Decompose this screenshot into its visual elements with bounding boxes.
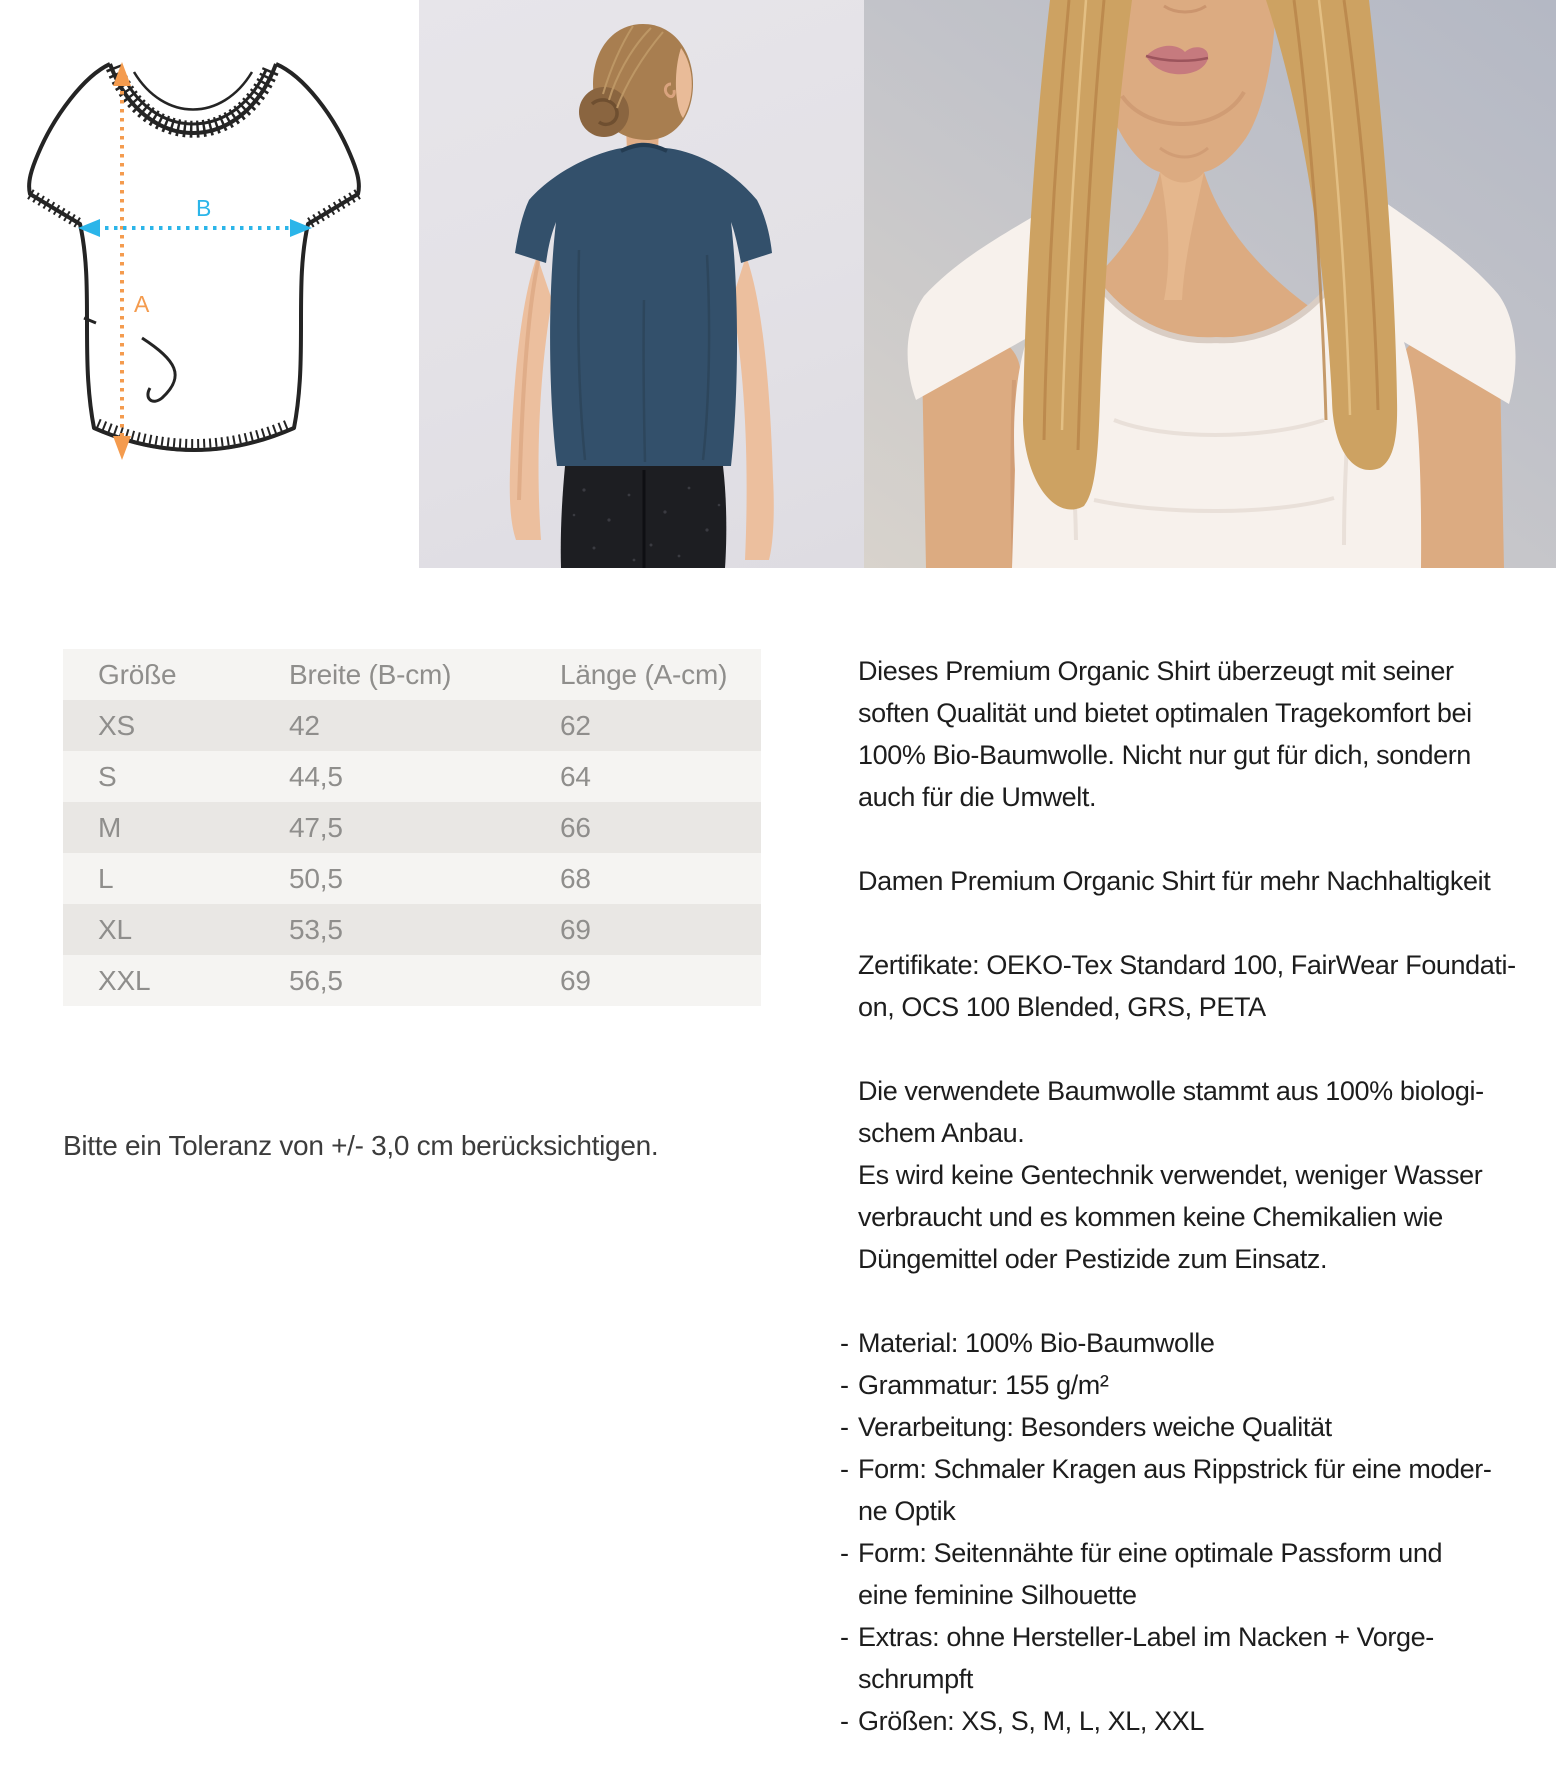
list-item: - Größen: XS, S, M, L, XL, XXL <box>840 1706 1204 1736</box>
model-front-illustration <box>864 0 1556 568</box>
width-label: B <box>196 195 212 221</box>
product-description <box>840 650 1556 1742</box>
length-label: A <box>134 291 150 317</box>
size-diagram-illustration <box>14 36 376 470</box>
col-header-width: Breite (B-cm) <box>289 659 452 690</box>
size-table-header-row <box>63 649 761 700</box>
list-item: - Extras: ohne Hersteller-Label im Nacken + Vorge- schrumpft <box>840 1622 1434 1694</box>
table-row: XXL 56,5 69 <box>63 955 761 1006</box>
tee-outline <box>29 64 359 450</box>
table-row: XS 42 62 <box>63 700 761 751</box>
description-paragraph: Damen Premium Organic Shirt für mehr Nachhaltigkeit <box>858 866 1491 896</box>
table-row: S 44,5 64 <box>63 751 761 802</box>
model-front-photo[interactable] <box>864 0 1556 568</box>
col-header-size: Größe <box>98 659 177 690</box>
certificates-paragraph: Zertifikate: OEKO-Tex Standard 100, FairWear Foundati- on, OCS 100 Blended, GRS, PETA <box>858 950 1516 1022</box>
list-item: - Material: 100% Bio-Baumwolle <box>840 1328 1215 1358</box>
model-back-illustration <box>419 0 864 568</box>
table-row: XL 53,5 69 <box>63 904 761 955</box>
size-diagram-image[interactable] <box>14 36 376 470</box>
list-item: - Form: Seitennähte für eine optimale Passform und eine feminine Silhouette <box>840 1538 1443 1610</box>
list-item: - Verarbeitung: Besonders weiche Qualität <box>840 1412 1332 1442</box>
table-row: L 50,5 68 <box>63 853 761 904</box>
table-row: M 47,5 66 <box>63 802 761 853</box>
tolerance-note: Bitte ein Toleranz von +/- 3,0 cm berücksichtigen. <box>63 1130 659 1161</box>
description-paragraph: Dieses Premium Organic Shirt überzeugt mit seiner soften Qualität und bietet optimalen Tragekomfort bei 100% Bio-Baumwolle. Nicht nur gut für dich, sondern auch für die Umwelt. <box>858 656 1472 812</box>
list-item: - Grammatur: 155 g/m² <box>840 1370 1109 1400</box>
size-table <box>63 649 761 1006</box>
product-gallery <box>0 0 1556 568</box>
feature-list <box>840 1322 1556 1742</box>
list-item: - Form: Schmaler Kragen aus Rippstrick für eine moder- ne Optik <box>840 1454 1492 1526</box>
cotton-paragraph: Die verwendete Baumwolle stammt aus 100% biologi- schem Anbau. Es wird keine Gentechnik verwendet, weniger Wasser verbraucht und es kommen keine Chemikalien wie Düngemittel oder Pestizide zum Einsatz. <box>858 1076 1484 1274</box>
col-header-length: Länge (A-cm) <box>560 659 728 690</box>
model-back-photo[interactable] <box>419 0 864 568</box>
right-arm <box>732 256 774 560</box>
